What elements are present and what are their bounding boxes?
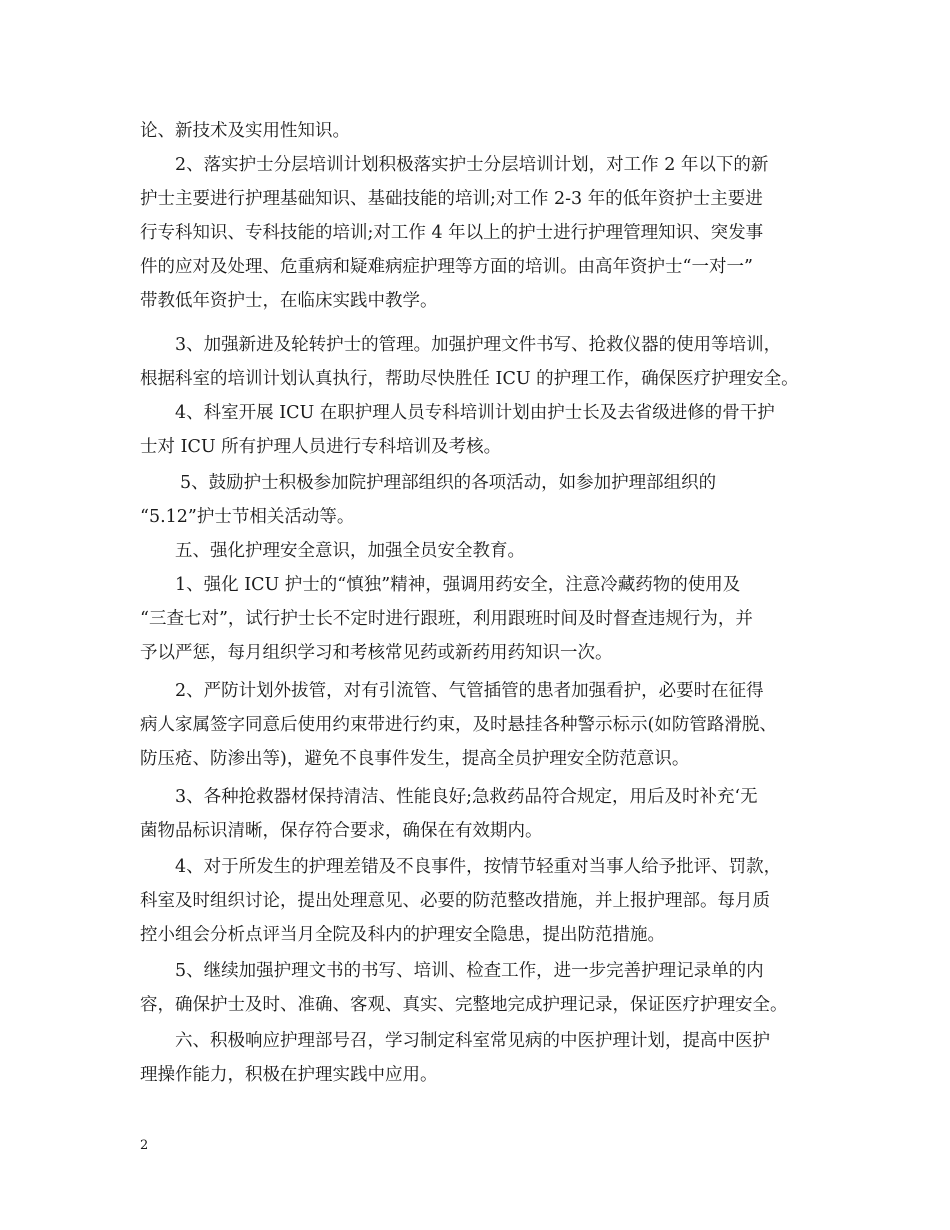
text-line: 5、继续加强护理文书的书写、培训、检查工作，进一步完善护理记录单的内: [175, 961, 764, 981]
page-number: 2: [140, 1138, 149, 1153]
text-line: 控小组会分析点评当月全院及科内的护理安全隐患，提出防范措施。: [140, 925, 665, 945]
text-line: “5.12”护士节相关活动等。: [140, 507, 355, 527]
text-line: 根据科室的培训计划认真执行，帮助尽快胜任 ICU 的护理工作，确保医疗护理安全。: [140, 369, 799, 389]
text-line: 行专科知识、专科技能的培训;对工作 4 年以上的护士进行护理管理知识、突发事: [140, 223, 764, 243]
text-line: 予以严惩，每月组织学习和考核常见药或新药用药知识一次。: [140, 643, 613, 663]
text-line: 病人家属签字同意后使用约束带进行约束，及时悬挂各种警示标示(如防管路滑脱、: [140, 715, 777, 735]
text-line: 护士主要进行护理基础知识、基础技能的培训;对工作 2-3 年的低年资护士主要进: [140, 189, 763, 209]
text-line: 科室及时组织讨论，提出处理意见、必要的防范整改措施，并上报护理部。每月质: [140, 891, 770, 911]
text-line: 2、严防计划外拔管，对有引流管、气管插管的患者加强看护，必要时在征得: [175, 681, 764, 701]
text-line: “三查七对”，试行护士长不定时进行跟班，利用跟班时间及时督查违规行为，并: [140, 609, 753, 629]
text-line: 3、各种抢救器材保持清洁、性能良好;急救药品符合规定，用后及时补充‘无: [175, 787, 758, 807]
text-line: 5、鼓励护士积极参加院护理部组织的各项活动，如参加护理部组织的: [180, 473, 717, 493]
text-line: 4、科室开展 ICU 在职护理人员专科培训计划由护士长及去省级进修的骨干护: [175, 403, 775, 423]
text-line: 4、对于所发生的护理差错及不良事件，按情节轻重对当事人给予批评、罚款，: [175, 857, 782, 877]
text-line: 士对 ICU 所有护理人员进行专科培训及考核。: [140, 437, 502, 457]
text-line: 防压疮、防渗出等)，避免不良事件发生，提高全员护理安全防范意识。: [140, 749, 690, 769]
text-line: 件的应对及处理、危重病和疑难病症护理等方面的培训。由高年资护士“一对一”: [140, 257, 753, 277]
text-line: 菌物品标识清晰，保存符合要求，确保在有效期内。: [140, 821, 543, 841]
text-line: 2、落实护士分层培训计划积极落实护士分层培训计划，对工作 2 年以下的新: [175, 155, 769, 175]
text-line: 六、积极响应护理部号召，学习制定科室常见病的中医护理计划，提高中医护: [175, 1031, 770, 1051]
text-line: 论、新技术及实用性知识。: [140, 121, 350, 141]
text-line: 带教低年资护士，在临床实践中教学。: [140, 291, 438, 311]
text-line: 3、加强新进及轮转护士的管理。加强护理文件书写、抢救仪器的使用等培训，: [175, 335, 782, 355]
text-line: 理操作能力，积极在护理实践中应用。: [140, 1065, 438, 1085]
text-line: 1、强化 ICU 护士的“慎独”精神，强调用药安全，注意冷藏药物的使用及: [175, 575, 741, 595]
text-line: 容，确保护士及时、准确、客观、真实、完整地完成护理记录，保证医疗护理安全。: [140, 995, 788, 1015]
text-line: 五、强化护理安全意识，加强全员安全教育。: [175, 541, 525, 561]
